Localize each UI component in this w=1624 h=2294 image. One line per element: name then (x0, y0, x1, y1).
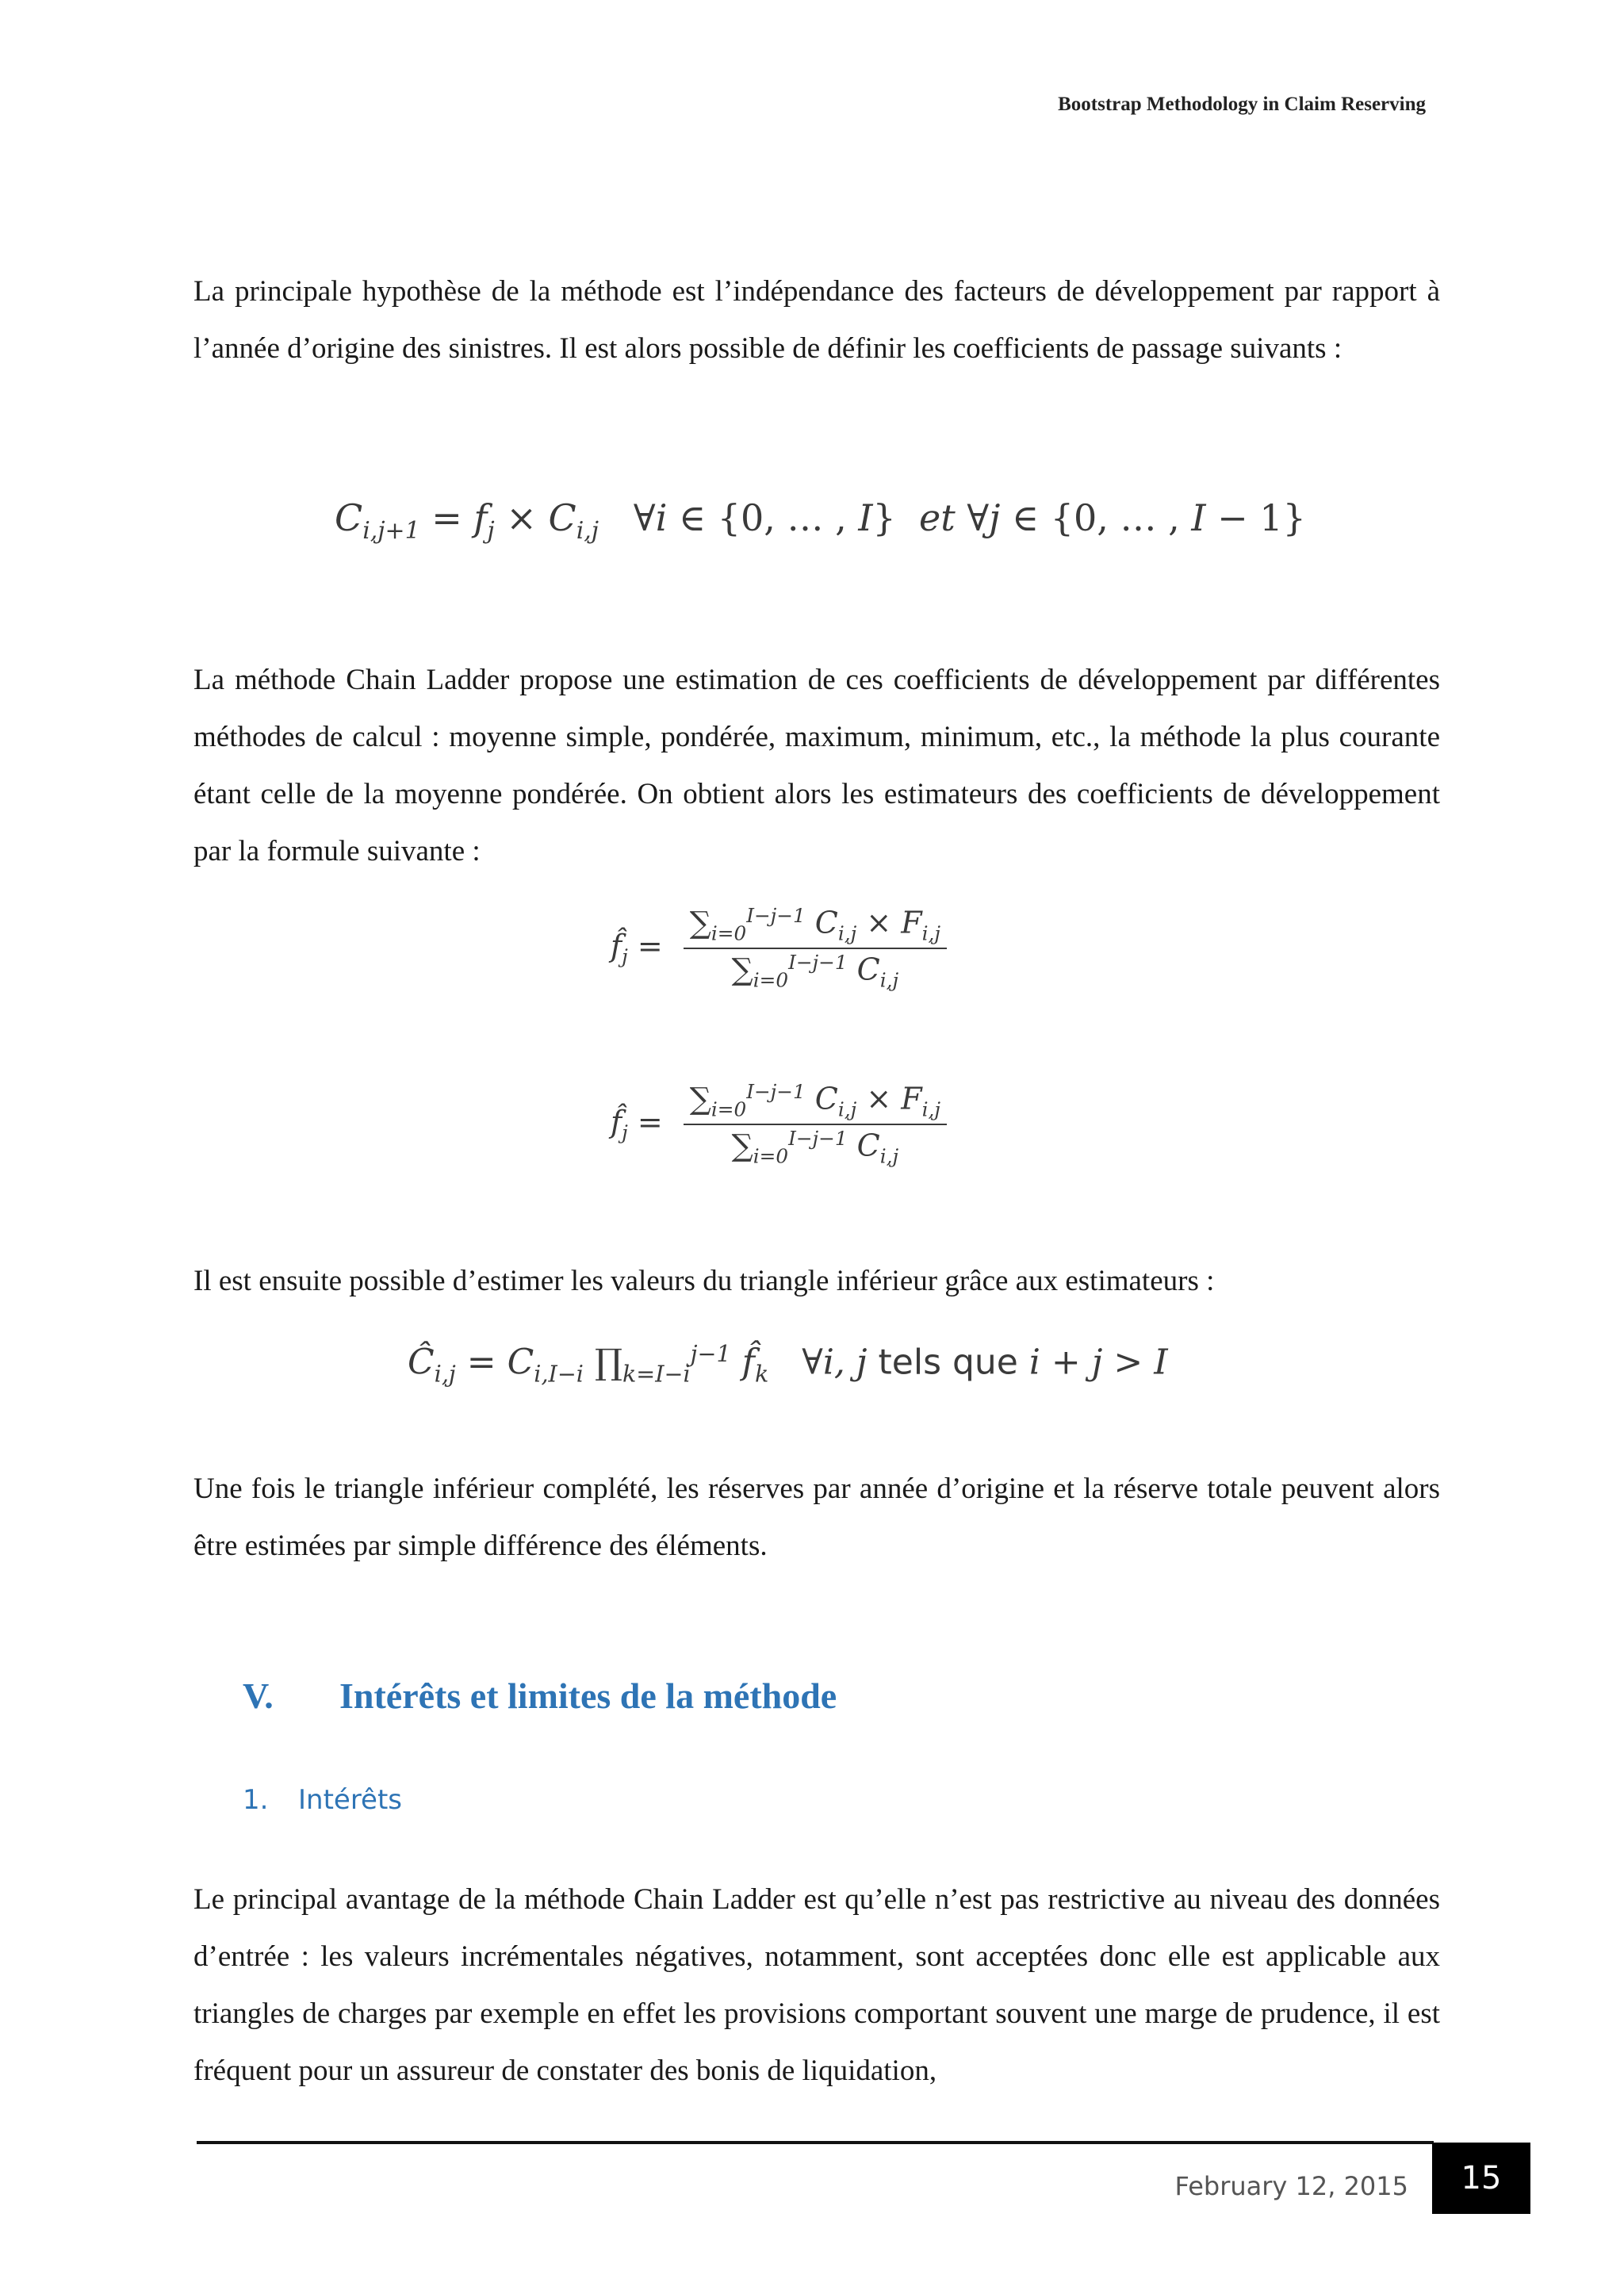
equation-development-estimator-1: $f̂_j$ = $\frac{\sum_{i=0}^{I-j-1} C_{i,j} \times F_{i,j}}{\sum_{i=0}^{I-j-1} C_{i,j}}$ (611, 904, 947, 993)
running-header: Bootstrap Methodology in Claim Reserving (1058, 94, 1426, 115)
subsection-title: Intérêts (298, 1784, 403, 1816)
equation-passage-coefficients: $C_{i,j+1} = f_j \times C_{i,j}$ ∀i ∈ {0, … , I} et ∀j ∈ {0, … , I − 1} (335, 496, 1306, 546)
paragraph-advantages: Le principal avantage de la méthode Chain Ladder est qu’elle n’est pas restrictive au niveau des données d’entrée : les valeurs incrémentales négatives, notamment, sont acceptées donc elle est applicable aux triangles de charges par exemple en effet les provisions comportant souvent une marge de prudence, il est fréquent pour un assureur de constater des bonis de liquidation, (193, 1883, 1440, 2087)
equation-development-estimator-2: $f̂_j$ = $\frac{\sum_{i=0}^{I-j-1} C_{i,j} \times F_{i,j}}{\sum_{i=0}^{I-j-1} C_{i,j}}$ (611, 1080, 947, 1169)
equation-text-tels-que: tels que (878, 1342, 1018, 1383)
section-number: V. (243, 1676, 274, 1716)
paragraph-hypothesis: La principale hypothèse de la méthode est l’indépendance des facteurs de développement par rapport à l’année d’origine des sinistres. Il est alors possible de définir les coefficients de passage suivants : (193, 275, 1440, 365)
subsection-heading (243, 1784, 402, 1816)
footer-date: February 12, 2015 (1174, 2171, 1408, 2201)
footer-rule (197, 2141, 1434, 2144)
paragraph-reserves: Une fois le triangle inférieur complété, les réserves par année d’origine et la réserve totale peuvent alors être estimées par simple différence des éléments. (193, 1473, 1440, 1562)
paragraph-chain-ladder: La méthode Chain Ladder propose une estimation de ces coefficients de développement par différentes méthodes de calcul : moyenne simple, pondérée, maximum, minimum, etc., la méthode la plus courante étant celle de la moyenne pondérée. On obtient alors les estimateurs des coefficients de développement par la formule suivante : (193, 664, 1440, 867)
page-number: 15 (1432, 2143, 1530, 2214)
subsection-number: 1. (243, 1784, 269, 1816)
section-title: Intérêts et limites de la méthode (339, 1676, 837, 1716)
paragraph-lower-triangle: Il est ensuite possible d’estimer les valeurs du triangle inférieur grâce aux estimateurs : (193, 1265, 1215, 1297)
equation-lower-triangle: $Ĉ_{i,j} = C_{i,I-i}$ $\prod_{k=I-i}^{j-1}$ $f̂_k$ ∀i, j tels que i + j > I (408, 1340, 1168, 1388)
section-heading (243, 1675, 837, 1717)
